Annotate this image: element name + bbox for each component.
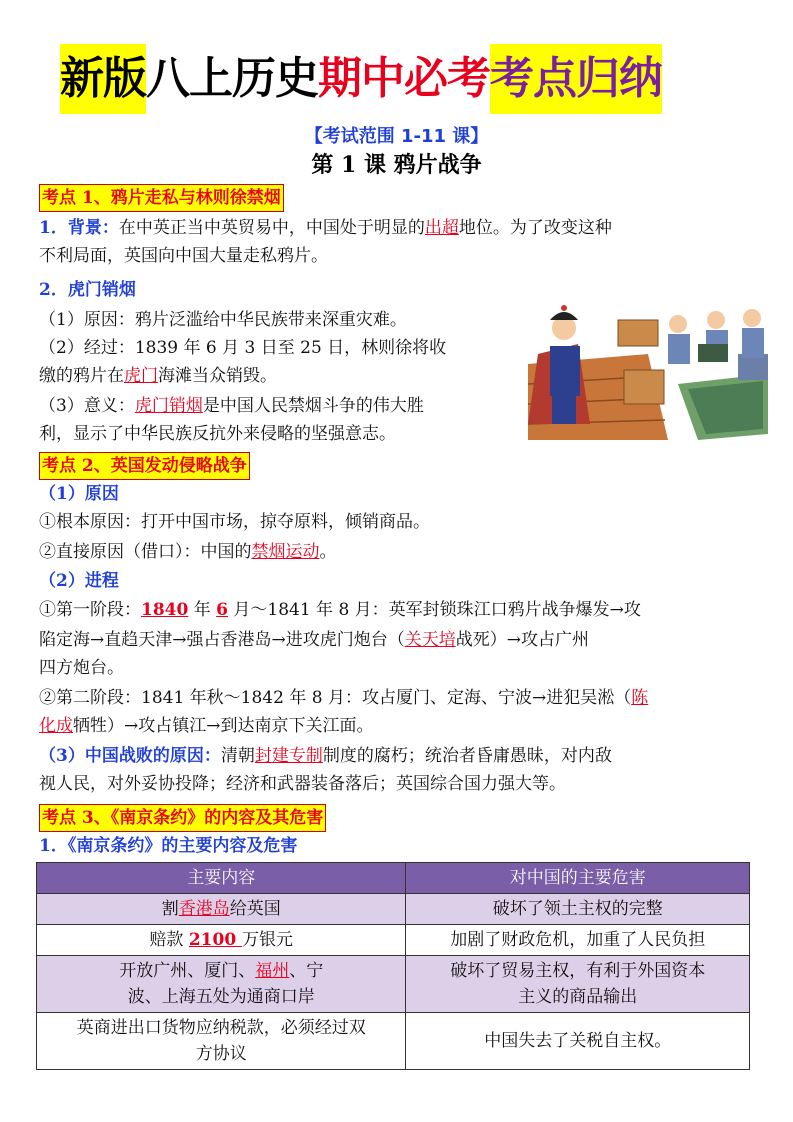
table-row — [37, 894, 750, 925]
kp2-stage1-line3: 四方炮台。 — [39, 658, 124, 678]
table-cell-content: 开放广州、厦门、福州、宁 波、上海五处为通商口岸 — [37, 956, 406, 1013]
kp2-stage1-line1: ①第一阶段：1840 年 6 月～1841 年 8 月：英军封锁珠江口鸦片战争爆发→攻 — [39, 600, 641, 620]
kp2-defeat-label: （3）中国战败的原因： — [39, 746, 221, 766]
kp1-meaning-line1: （3）意义：虎门销烟是中国人民禁烟斗争的伟大胜 — [39, 396, 424, 416]
table-key-hongkong: 香港岛 — [178, 899, 230, 919]
lesson-title: 第 1 课 鸦片战争 — [311, 152, 482, 178]
table-row — [37, 956, 750, 1013]
kp1-key-chuchao: 出超 — [424, 218, 459, 238]
table-cell-content: 英商进出口货物应纳税款，必须经过双 方协议 — [37, 1013, 406, 1070]
kp1-background-line1: 1．背景：在中英正当中英贸易中，中国处于明显的出超地位。为了改变这种 — [39, 218, 612, 238]
table-key-2100: 2100 — [188, 930, 243, 950]
title-part-new-edition: 新版 — [60, 44, 146, 114]
table-header-row — [37, 863, 750, 894]
kp2-key-anti-opium: 禁烟运动 — [251, 542, 320, 562]
table-header-content: 主要内容 — [37, 863, 406, 894]
kp2-heading: 考点 2、英国发动侵略战争 — [39, 452, 250, 480]
table-header-harm: 对中国的主要危害 — [406, 863, 750, 894]
kp1-heading: 考点 1、鸦片走私与林则徐禁烟 — [39, 184, 284, 212]
table-cell-harm: 加剧了财政危机，加重了人民负担 — [406, 925, 750, 956]
table-row — [37, 1013, 750, 1070]
kp2-process-label: （2）进程 — [39, 571, 119, 591]
kp2-key-chen-2: 化成 — [39, 716, 73, 736]
humen-opium-destruction-illustration — [528, 284, 768, 440]
table-row — [37, 925, 750, 956]
kp1-key-humen: 虎门 — [124, 366, 158, 386]
kp1-meaning-line2: 利，显示了中华民族反抗外来侵略的坚强意志。 — [39, 424, 396, 444]
kp3-sub-label: 1．《南京条约》的主要内容及危害 — [39, 836, 298, 856]
kp2-key-1840: 1840 — [141, 600, 189, 620]
title-part-midterm: 期中必考 — [318, 53, 490, 104]
table-cell-content: 割香港岛给英国 — [37, 894, 406, 925]
kp1-reason: （1）原因：鸦片泛滥给中华民族带来深重灾难。 — [39, 310, 407, 330]
exam-scope: 【考试范围 1-11 课】 — [304, 126, 489, 147]
kp2-cause-label: （1）原因 — [39, 484, 119, 504]
kp2-cause-root: ①根本原因：打开中国市场，掠夺原料，倾销商品。 — [39, 512, 430, 532]
kp2-key-june: 6 — [216, 600, 228, 620]
table-cell-harm: 中国失去了关税自主权。 — [406, 1013, 750, 1070]
kp1-background-line2: 不利局面，英国向中国大量走私鸦片。 — [39, 246, 328, 266]
kp1-background-label: 1．背景： — [39, 218, 119, 238]
table-key-fuzhou: 福州 — [255, 961, 290, 981]
kp2-key-guan-tianpei: 关天培 — [404, 630, 456, 650]
kp1-process-line2: 缴的鸦片在虎门海滩当众销毁。 — [39, 366, 277, 386]
kp2-stage2-line2: 化成牺牲）→攻占镇江→到达南京下关江面。 — [39, 716, 374, 736]
kp2-cause-direct: ②直接原因（借口）：中国的禁烟运动。 — [39, 542, 337, 562]
title-part-grade-history: 八上历史 — [146, 53, 318, 104]
kp2-stage1-line2: 陷定海→直趋天津→强占香港岛→进攻虎门炮台（关天培战死）→攻占广州 — [39, 630, 589, 650]
kp2-key-chen-1: 陈 — [631, 688, 649, 708]
kp1-key-humen-xiaoyan: 虎门销烟 — [134, 396, 203, 416]
table-cell-harm: 破坏了领土主权的完整 — [406, 894, 750, 925]
nanjing-treaty-table — [36, 862, 750, 1070]
title-part-summary: 考点归纳 — [490, 44, 662, 114]
kp3-heading: 考点 3、《南京条约》的内容及其危害 — [39, 804, 326, 832]
kp2-defeat-line1: （3）中国战败的原因：清朝封建专制制度的腐朽；统治者昏庸愚昧，对内敌 — [39, 746, 612, 766]
kp1-process-line1: （2）经过：1839 年 6 月 3 日至 25 日，林则徐将收 — [39, 338, 447, 358]
table-cell-content: 赔款 2100 万银元 — [37, 925, 406, 956]
kp2-key-feudal: 封建专制 — [254, 746, 323, 766]
kp2-defeat-line2: 视人民，对外妥协投降；经济和武器装备落后；英国综合国力强大等。 — [39, 774, 566, 794]
table-cell-harm: 破坏了贸易主权，有利于外国资本 主义的商品输出 — [406, 956, 750, 1013]
kp2-stage2-line1: ②第二阶段：1841 年秋～1842 年 8 月：攻占厦门、定海、宁波→进犯吴淞（陈 — [39, 688, 649, 708]
page-title — [60, 44, 662, 114]
kp1-humen-label: 2．虎门销烟 — [39, 280, 136, 300]
